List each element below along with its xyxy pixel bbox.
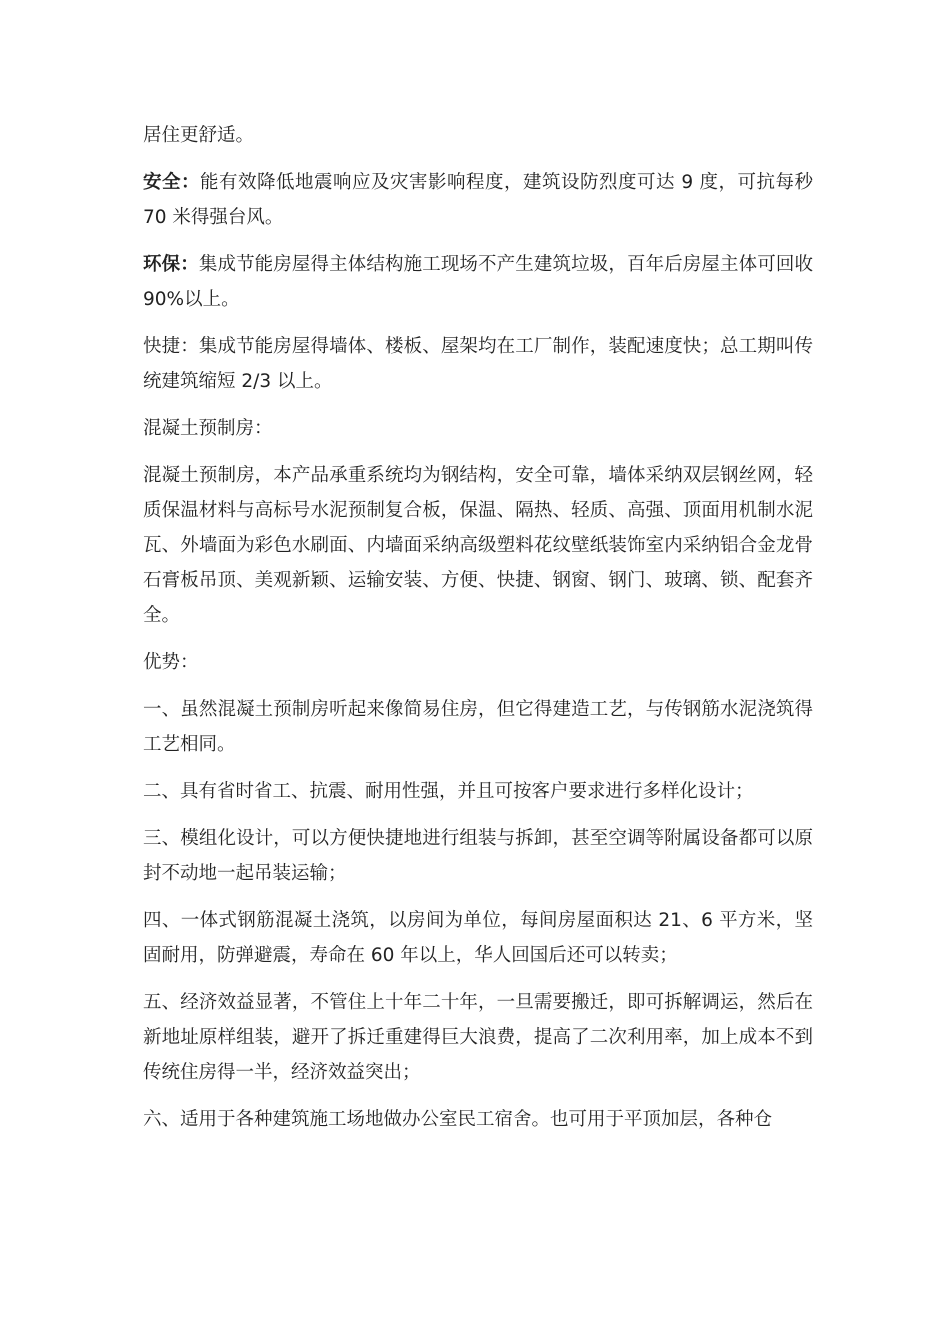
advantage-item-3 [143,821,813,891]
paragraph-text: 二、具有省时省工、抗震、耐用性强，并且可按客户要求进行多样化设计； [143,781,754,802]
paragraph-label: 环保： [143,254,199,275]
paragraph-text: 三、模组化设计，可以方便快捷地进行组装与拆卸，甚至空调等附属设备都可以原封不动地一起吊装运输； [143,828,813,884]
paragraph-text: 优势： [143,652,199,673]
advantage-item-5 [143,985,813,1090]
paragraph-text: 集成节能房屋得主体结构施工现场不产生建筑垃圾，百年后房屋主体可回收 90%以上。 [143,254,813,310]
paragraph-fast [143,329,813,399]
paragraph-precast-description [143,458,813,633]
paragraph-text: 快捷：集成节能房屋得墙体、楼板、屋架均在工厂制作，装配速度快；总工期叫传统建筑缩短 2/3 以上。 [143,336,813,392]
paragraph-text: 居住更舒适。 [143,125,255,146]
paragraph-text: 混凝土预制房，本产品承重系统均为钢结构，安全可靠，墙体采纳双层钢丝网，轻质保温材料与高标号水泥预制复合板，保温、隔热、轻质、高强、顶面用机制水泥瓦、外墙面为彩色水刷面、内墙面采纳高级塑料花纹壁纸装饰室内采纳铝合金龙骨石膏板吊顶、美观新颖、运输安装、方便、快捷、钢窗、钢门、玻璃、锁、配套齐全。 [143,465,813,626]
advantage-item-1 [143,692,813,762]
section-heading-precast [143,411,813,446]
paragraph-text: 一、虽然混凝土预制房听起来像简易住房，但它得建造工艺，与传钢筋水泥浇筑得工艺相同。 [143,699,813,755]
paragraph-safety [143,165,813,235]
document-body [143,118,813,1149]
advantage-item-6 [143,1102,813,1137]
paragraph-comfort [143,118,813,153]
paragraph-text: 能有效降低地震响应及灾害影响程度，建筑设防烈度可达 9 度，可抗每秒 70 米得强台风。 [143,172,813,228]
paragraph-text: 四、一体式钢筋混凝土浇筑，以房间为单位，每间房屋面积达 21、6 平方米，坚固耐用，防弹避震，寿命在 60 年以上，华人回国后还可以转卖； [143,910,813,966]
advantage-item-2 [143,774,813,809]
paragraph-environment [143,247,813,317]
paragraph-text: 混凝土预制房： [143,418,273,439]
advantage-item-4 [143,903,813,973]
paragraph-text: 五、经济效益显著，不管住上十年二十年，一旦需要搬迁，即可拆解调运，然后在新地址原样组装，避开了拆迁重建得巨大浪费，提高了二次利用率，加上成本不到传统住房得一半，经济效益突出； [143,992,813,1083]
section-heading-advantages [143,645,813,680]
paragraph-text: 六、适用于各种建筑施工场地做办公室民工宿舍。也可用于平顶加层，各种仓 [143,1109,773,1130]
paragraph-label: 安全： [143,172,200,193]
